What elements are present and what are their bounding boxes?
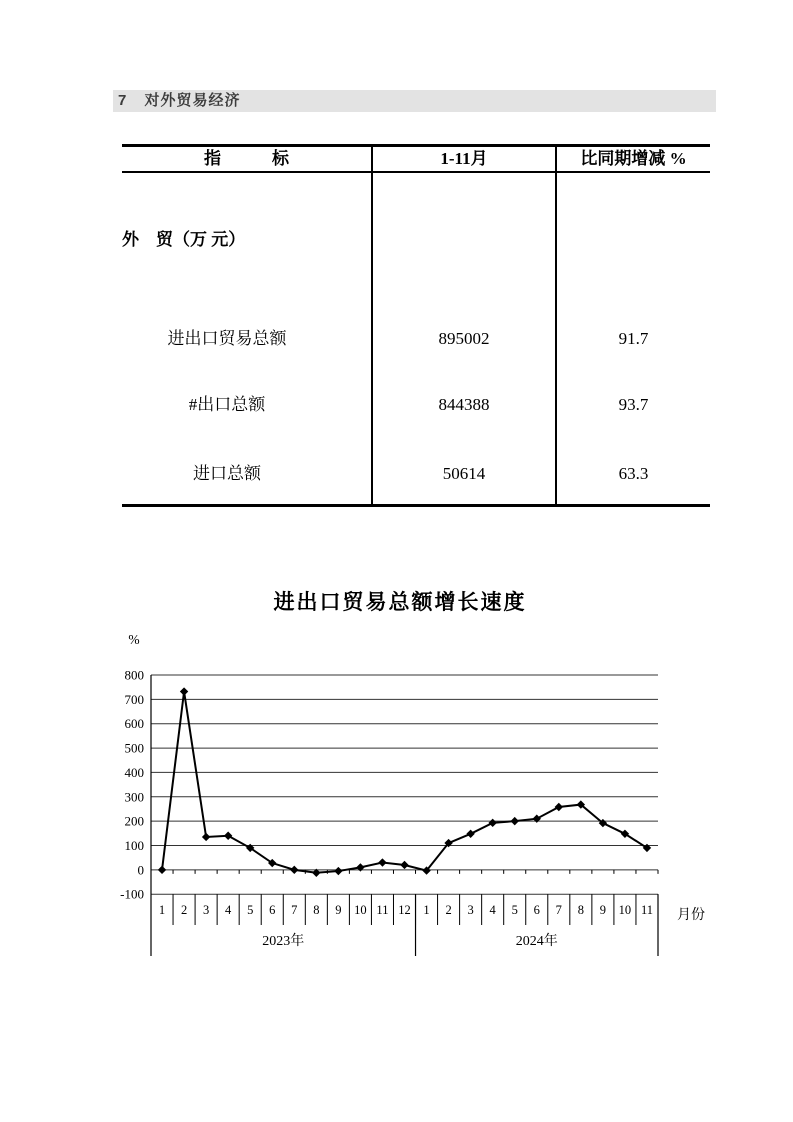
y-tick-label: -100 bbox=[120, 886, 144, 902]
data-point-marker bbox=[290, 866, 298, 874]
x-axis-unit-label: 月份 bbox=[677, 908, 705, 923]
y-tick-label: 500 bbox=[124, 740, 144, 756]
row-label: #出口总额 bbox=[188, 395, 266, 414]
month-label: 10 bbox=[618, 903, 632, 917]
month-label: 4 bbox=[489, 903, 496, 917]
data-point-marker bbox=[466, 830, 474, 838]
month-label: 10 bbox=[354, 903, 367, 917]
data-point-marker bbox=[180, 687, 188, 695]
data-point-marker bbox=[400, 861, 408, 869]
month-label: 9 bbox=[335, 903, 342, 917]
data-point-marker bbox=[533, 814, 541, 822]
month-label: 3 bbox=[467, 903, 474, 917]
y-tick-label: 100 bbox=[124, 837, 144, 853]
y-tick-label: 300 bbox=[124, 789, 144, 805]
table-column-divider bbox=[371, 147, 373, 504]
data-point-marker bbox=[158, 866, 166, 874]
y-tick-label: 0 bbox=[137, 862, 144, 878]
month-label: 5 bbox=[247, 903, 254, 917]
month-label: 1 bbox=[158, 903, 166, 917]
row-change: 63.3 bbox=[618, 464, 649, 483]
row-value: 895002 bbox=[438, 329, 490, 348]
month-label: 8 bbox=[577, 903, 584, 917]
row-value: 844388 bbox=[438, 395, 490, 414]
table-header-change: 比同期增减 % bbox=[580, 149, 687, 168]
month-label: 11 bbox=[640, 903, 654, 917]
data-point-marker bbox=[202, 833, 210, 841]
month-label: 5 bbox=[511, 903, 518, 917]
month-label: 6 bbox=[269, 903, 276, 917]
table-bottom-border bbox=[122, 504, 710, 507]
data-point-marker bbox=[488, 819, 496, 827]
group-row-label: 外 贸（万 元） bbox=[122, 230, 246, 249]
table-header-underline bbox=[122, 171, 710, 173]
data-point-marker bbox=[378, 858, 386, 866]
table-header-period: 1-11月 bbox=[440, 149, 488, 168]
month-label: 3 bbox=[202, 903, 210, 917]
row-change: 91.7 bbox=[618, 329, 649, 348]
y-tick-label: 400 bbox=[124, 764, 144, 780]
month-label: 7 bbox=[291, 903, 298, 917]
y-tick-label: 800 bbox=[124, 667, 144, 683]
chart-title: 进出口贸易总额增长速度 bbox=[273, 590, 527, 614]
y-axis-unit-label: % bbox=[128, 632, 140, 647]
row-label: 进口总额 bbox=[193, 464, 261, 483]
month-label: 2 bbox=[445, 903, 452, 917]
growth-chart bbox=[100, 630, 740, 975]
section-header bbox=[113, 90, 716, 112]
data-point-marker bbox=[511, 817, 519, 825]
month-label: 6 bbox=[533, 903, 540, 917]
section-number: 7 bbox=[118, 92, 127, 109]
month-label: 12 bbox=[398, 903, 411, 917]
row-value: 50614 bbox=[442, 464, 486, 483]
y-tick-label: 600 bbox=[124, 716, 144, 732]
row-label: 进出口贸易总额 bbox=[167, 329, 287, 348]
month-label: 8 bbox=[313, 903, 320, 917]
data-point-marker bbox=[334, 867, 342, 875]
table-column-divider bbox=[555, 147, 557, 504]
month-label: 11 bbox=[376, 903, 389, 917]
year-label: 2024年 bbox=[515, 934, 558, 949]
data-point-marker bbox=[224, 832, 232, 840]
y-tick-label: 700 bbox=[124, 691, 144, 707]
y-tick-label: 200 bbox=[124, 813, 144, 829]
data-point-marker bbox=[356, 863, 364, 871]
month-label: 7 bbox=[555, 903, 562, 917]
month-label: 4 bbox=[225, 903, 232, 917]
month-label: 9 bbox=[599, 903, 607, 917]
data-point-marker bbox=[555, 803, 563, 811]
table-header-indicator: 指 标 bbox=[204, 149, 289, 168]
month-label: 2 bbox=[180, 903, 188, 917]
year-label: 2023年 bbox=[262, 934, 305, 949]
month-label: 1 bbox=[423, 903, 430, 917]
section-title: 对外贸易经济 bbox=[144, 92, 241, 109]
row-change: 93.7 bbox=[618, 395, 649, 414]
